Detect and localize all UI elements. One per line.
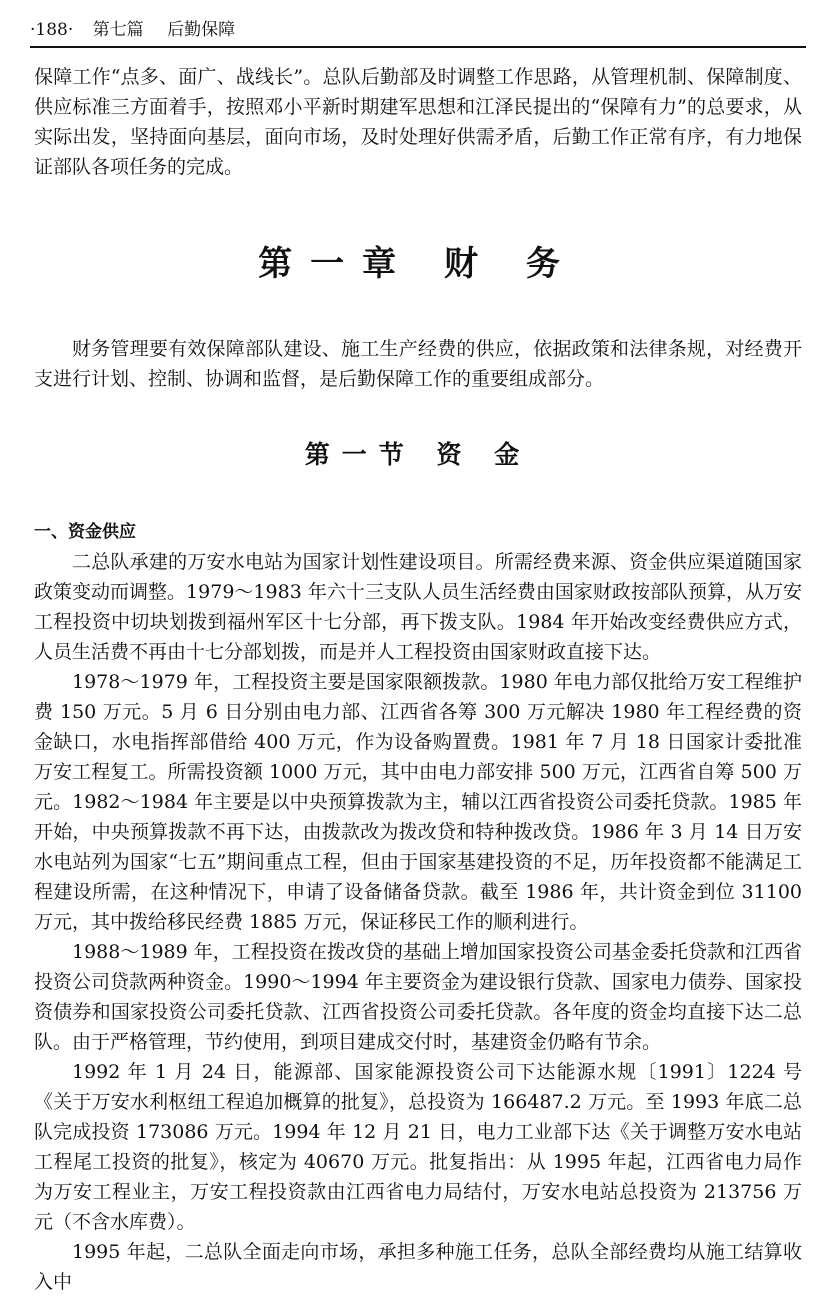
- page-body: [34, 62, 802, 1297]
- chapter-intro: 财务管理要有效保障部队建设、施工生产经费的供应，依据政策和法律条规，对经费开支进行计划、控制、协调和监督，是后勤保障工作的重要组成部分。: [34, 338, 802, 390]
- body-paragraph: 1995 年起，二总队全面走向市场，承担多种施工任务，总队全部经费均从施工结算收入中: [34, 1241, 802, 1293]
- chapter-title: 第一章 财 务: [258, 244, 578, 284]
- body-paragraph: 1978～1979 年，工程投资主要是国家限额拨款。1980 年电力部仅批给万安工程维护费 150 万元。5 月 6 日分别由电力部、江西省各筹 300 万元解决 1980 年工程经费的资金缺口，水电指挥部借给 400 万元，作为设备购置费。1981 年 7 月 18 日国家计委批准万安工程复工。所需投资额 1000 万元，其中由电力部安排 500 万元，江西省自筹 500 万元。1982～1984 年主要是以中央预算拨款为主，辅以江西省投资公司委托贷款。1985 年开始，中央预算拨款不再下达，由拨款改为拨改贷和特种拨改贷。1986 年 3 月 14 日万安水电站列为国家“七五”期间重点工程，但由于国家基建投资的不足，历年投资都不能满足工程建设所需，在这种情况下，申请了设备储备贷款。截至 1986 年，共计资金到位 31100 万元，其中拨给移民经费 1885 万元，保证移民工作的顺利进行。: [34, 671, 802, 933]
- body-paragraph: 二总队承建的万安水电站为国家计划性建设项目。所需经费来源、资金供应渠道随国家政策变动而调整。1979～1983 年六十三支队人员生活经费由国家财政按部队预算，从万安工程投资中切块划拨到福州军区十七分部，再下拨支队。1984 年开始改变经费供应方式，人员生活费不再由十七分部划拨，而是并人工程投资由国家财政直接下达。: [34, 551, 802, 663]
- intro-paragraph: 保障工作“点多、面广、战线长”。总队后勤部及时调整工作思路，从管理机制、保障制度、供应标准三方面着手，按照邓小平新时期建军思想和江泽民提出的“保障有力”的总要求，从实际出发，坚持面向基层，面向市场，及时处理好供需矛盾，后勤工作正常有序，有力地保证部队各项任务的完成。: [34, 66, 802, 178]
- subsection-title: 一、资金供应: [34, 522, 136, 542]
- section-title: 第一节 资 金: [304, 440, 532, 469]
- part-title: 后勤保障: [167, 20, 236, 40]
- page-number: ·188·: [30, 20, 74, 40]
- body-paragraph: 1988～1989 年，工程投资在拨改贷的基础上增加国家投资公司基金委托贷款和江西省投资公司贷款两种资金。1990～1994 年主要资金为建设银行贷款、国家电力债券、国家投资债券和国家投资公司委托贷款、江西省投资公司委托贷款。各年度的资金均直接下达二总队。由于严格管理，节约使用，到项目建成交付时，基建资金仍略有节余。: [34, 941, 802, 1053]
- body-paragraph: 1992 年 1 月 24 日，能源部、国家能源投资公司下达能源水规〔1991〕1224 号《关于万安水利枢纽工程追加概算的批复》，总投资为 166487.2 万元。至 1993 年底二总队完成投资 173086 万元。1994 年 12 月 21 日，电力工业部下达《关于调整万安水电站工程尾工投资的批复》，核定为 40670 万元。批复指出：从 1995 年起，江西省电力局作为万安工程业主，万安工程投资款由江西省电力局结付，万安水电站总投资为 213756 万元（不含水库费）。: [34, 1061, 802, 1233]
- part-label: 第七篇: [92, 20, 144, 40]
- running-header: [30, 14, 806, 48]
